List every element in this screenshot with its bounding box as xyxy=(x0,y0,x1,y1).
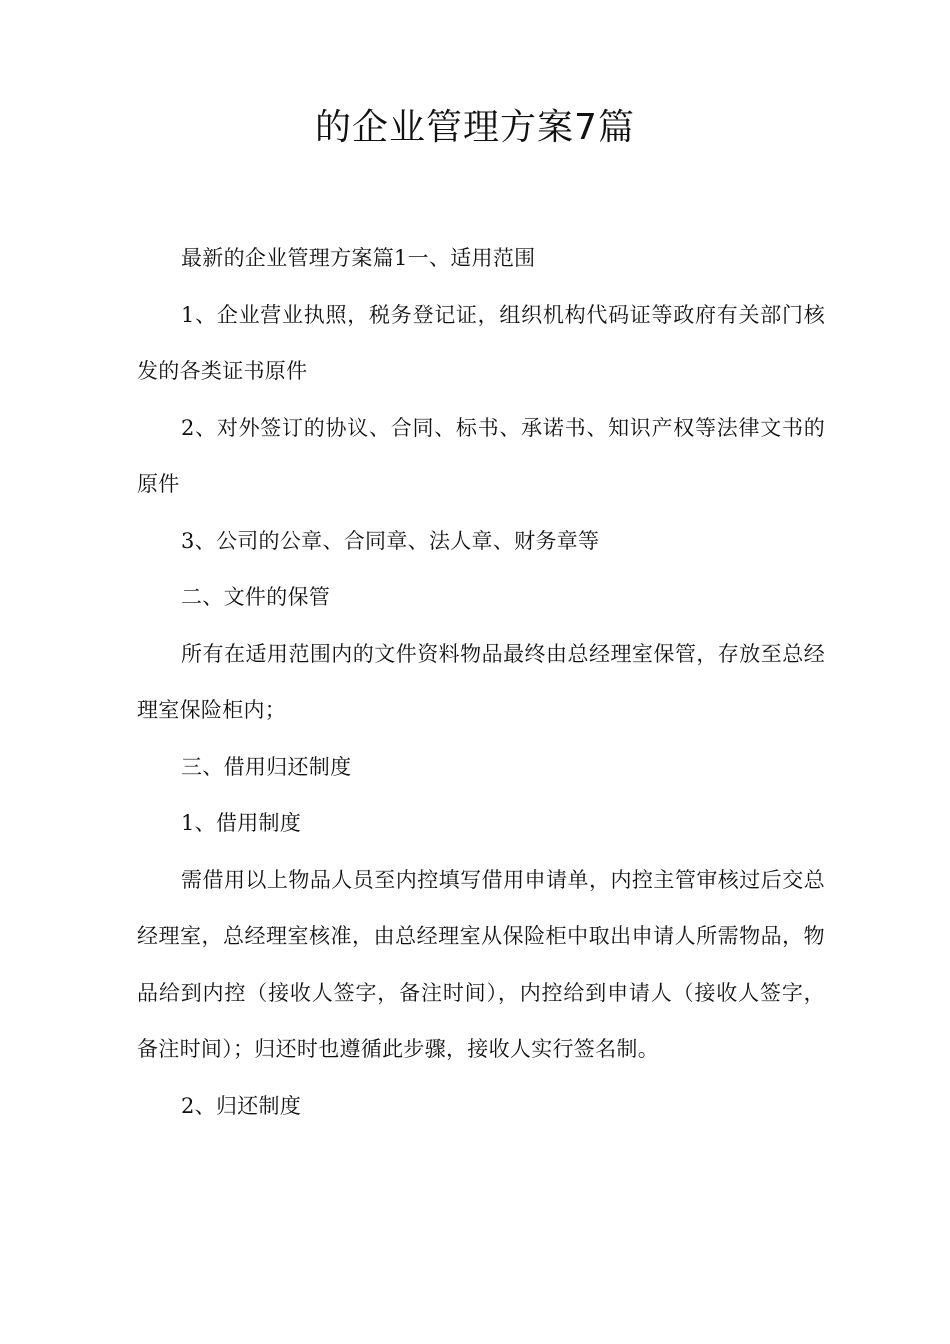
paragraph-scope-heading: 最新的企业管理方案篇1一、适用范围 xyxy=(181,246,536,270)
subheading-return-rule: 2、归还制度 xyxy=(181,1093,302,1118)
section-heading-storage: 二、文件的保管 xyxy=(181,585,331,609)
paragraph-item-1-licenses: 1、企业营业执照，税务登记证，组织机构代码证等政府有关部门核发的各类证书原件 xyxy=(137,302,825,383)
paragraph-item-2-agreements: 2、对外签订的协议、合同、标书、承诺书、知识产权等法律文书的原件 xyxy=(137,415,825,496)
document-body xyxy=(137,230,825,1134)
subheading-borrow-rule: 1、借用制度 xyxy=(181,811,302,835)
document-title: 的企业管理方案7篇 xyxy=(315,107,635,148)
paragraph-storage-rule: 所有在适用范围内的文件资料物品最终由总经理室保管，存放至总经理室保险柜内； xyxy=(137,641,825,722)
paragraph-item-3-seals: 3、公司的公章、合同章、法人章、财务章等 xyxy=(181,528,600,553)
section-heading-borrow-return: 三、借用归还制度 xyxy=(181,754,352,779)
paragraph-borrow-procedure: 需借用以上物品人员至内控填写借用申请单，内控主管审核过后交总经理室，总经理室核准，由总经理室从保险柜中取出申请人所需物品，物品给到内控（接收人签字，备注时间），内控给到申请人（接收人签字，备注时间）；归还时也遵循此步骤，接收人实行签名制。 xyxy=(137,867,825,1061)
